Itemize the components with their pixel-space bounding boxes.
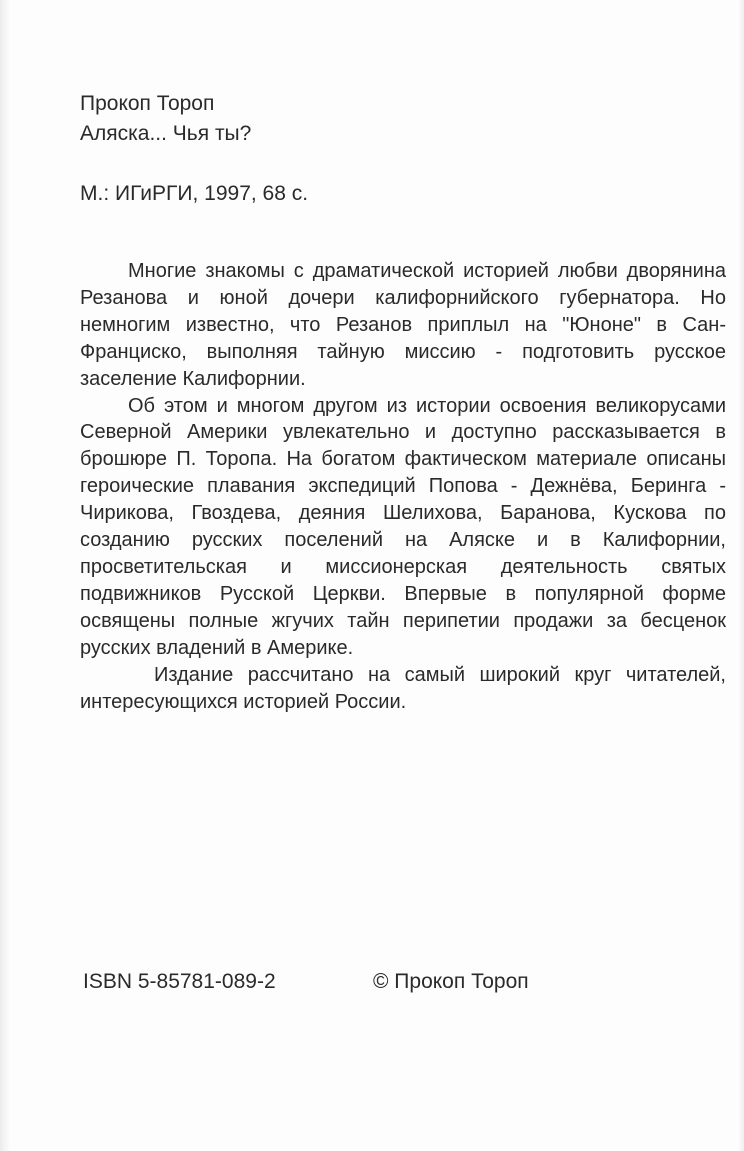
publication-imprint: М.: ИГиРГИ, 1997, 68 с. [80, 182, 309, 205]
copyright-notice: © Прокоп Тороп [373, 970, 529, 993]
annotation-paragraph-1: Многие знакомы с драматической историей любви дворянина Резанова и юной дочери калифорнийского губернатора. Но немногим известно, что Резанов приплыл на "Юноне" в Сан-Франциско, выполняя тайную миссию - подготовить русское заселение Калифорнии. [80, 260, 726, 390]
scan-edge-shadow-left [0, 0, 10, 1151]
scan-edge-shadow-right [738, 0, 744, 1151]
annotation-paragraph-3: Издание рассчитано на самый широкий круг читателей, интересующихся историей России. [80, 663, 726, 713]
book-header [80, 89, 251, 149]
book-title: Аляска... Чья ты? [80, 122, 252, 145]
book-annotation [80, 258, 726, 715]
annotation-paragraph-2: Об этом и многом другом из истории освоения великорусами Северной Америки увлекательно и доступно рассказывается в брошюре П. Торопа. На богатом фактическом материале описаны героические плавания экспедиций Попова - Дежнёва, Беринга - Чирикова, Гвоздева, деяния Шелихова, Баранова, Кускова по созданию русских поселений на Аляске и в Калифорнии, просветительская и миссионерская деятельность святых подвижников Русской Церкви. Впервые в популярной форме освящены полные жгучих тайн перипетии продажи за бесценок русских владений в Америке. [80, 394, 726, 659]
isbn-number: ISBN 5-85781-089-2 [83, 970, 276, 993]
author-name: Прокоп Тороп [80, 92, 215, 115]
